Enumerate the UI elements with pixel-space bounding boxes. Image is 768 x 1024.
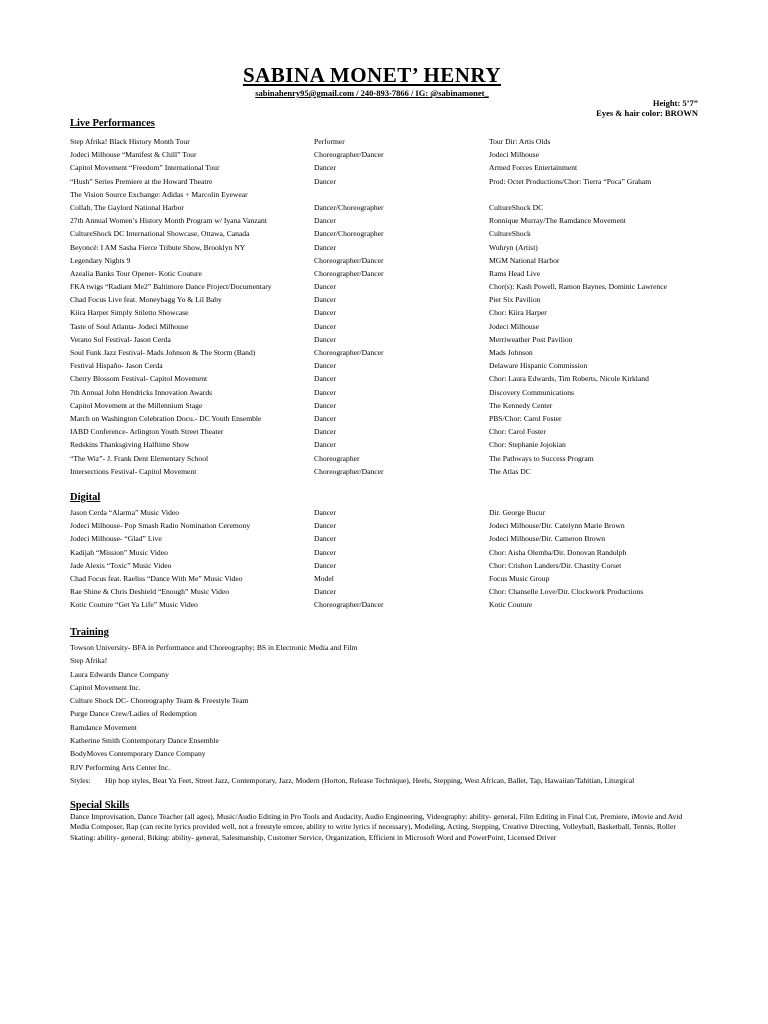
credit-title: Kotic Couture “Get Ya Life” Music Video (70, 600, 198, 610)
credit-title: “Hush” Series Premiere at the Howard Theatre (70, 176, 213, 186)
credit-title: Capitol Movement at the Millennium Stage (70, 400, 203, 410)
credit-title: “The Wiz”- J. Frank Dent Elementary School (70, 453, 209, 463)
credit-role: Choreographer/Dancer (314, 466, 384, 476)
eyes-hair-info: Eyes & hair color: BROWN (596, 108, 698, 118)
credit-row (70, 519, 700, 532)
credit-row (70, 254, 700, 267)
credit-company: Chor(s): Kash Powell, Ramon Baynes, Dominic Lawrence (489, 282, 667, 292)
credit-row (70, 267, 700, 280)
training-item: Culture Shock DC- Choreography Team & Freestyle Team (70, 696, 249, 706)
credit-company: The Atlas DC (489, 466, 531, 476)
credit-role: Dancer (314, 521, 336, 531)
credit-title: The Vision Source Exchange: Adidas + Marcolin Eyewear (70, 189, 248, 199)
credit-title: Festival Hispaño- Jason Cerda (70, 361, 163, 371)
credit-company: Chor: Kiira Harper (489, 308, 547, 318)
credit-role: Dancer (314, 534, 336, 544)
credit-title: 7th Annual John Hendricks Innovation Awards (70, 387, 213, 397)
credit-title: CultureShock DC International Showcase, Ottawa, Canada (70, 229, 250, 239)
credit-role: Dancer (314, 587, 336, 597)
credit-company: Wuhryn (Artist) (489, 242, 538, 252)
credit-role: Dancer (314, 547, 336, 557)
credit-role: Dancer (314, 334, 336, 344)
training-item: Capitol Movement Inc. (70, 682, 141, 692)
credit-company: Chor: Crishon Landers/Dir. Chastity Corset (489, 560, 622, 570)
credit-title: Taste of Soul Atlanta- Jodeci Milhouse (70, 321, 189, 331)
styles-row (70, 774, 700, 800)
training-list (70, 641, 700, 800)
credit-title: Step Afrika! Black History Month Tour (70, 137, 190, 146)
credit-company: Mads Johnson (489, 348, 533, 357)
credit-row (70, 559, 700, 572)
credit-company: Dir. George Bucur (489, 508, 546, 517)
credit-row (70, 452, 700, 465)
credit-title: Azealia Banks Tour Opener- Kotic Couture (70, 268, 202, 278)
credit-row (70, 201, 700, 214)
credit-company: The Kennedy Center (489, 400, 553, 410)
credit-company: Prod: Octet Productions/Chor: Tierra “Poca” Graham (489, 176, 652, 186)
credit-title: Kadijah “Mission” Music Video (70, 547, 168, 557)
credit-row (70, 412, 700, 425)
credit-title: 27th Annual Women’s History Month Program w/ Iyana Vanzant (70, 216, 267, 226)
credit-role: Dancer (314, 374, 336, 384)
credit-company: PBS/Chor: Carol Foster (489, 413, 562, 423)
credit-company: Kotic Couture (489, 600, 533, 610)
credit-row (70, 148, 700, 161)
credit-role: Performer (314, 137, 345, 146)
resume-name: SABINA MONET’ HENRY (242, 63, 502, 87)
credit-role: Dancer (314, 440, 336, 450)
credit-company: Chor: Chanselle Love/Dir. Clockwork Productions (489, 587, 644, 597)
credit-row (70, 241, 700, 254)
credit-company: Pier Six Pavilion (489, 295, 541, 305)
credit-role: Dancer (314, 560, 336, 570)
credit-row (70, 188, 700, 201)
styles-label: Styles: (70, 775, 91, 785)
credit-role: Model (314, 573, 334, 583)
credit-company: Jodeci Milhouse/Dir. Catelynn Marie Brown (489, 521, 625, 531)
credit-title: IABD Conference- Arlington Youth Street Theater (70, 427, 224, 437)
credit-role: Dancer (314, 387, 336, 397)
credit-role: Dancer (314, 361, 336, 371)
credit-row (70, 532, 700, 545)
credit-role: Dancer (314, 295, 336, 305)
credit-role: Dancer/Choreographer (314, 202, 384, 212)
credit-row (70, 546, 700, 559)
credit-company: Jodeci Milhouse (489, 150, 539, 160)
training-item: Step Afrika! (70, 656, 108, 666)
credit-title: Verano Sol Festival- Jason Cerda (70, 334, 171, 344)
credit-title: Capitol Movement “Freedom” International Tour (70, 163, 220, 173)
credit-role: Choreographer/Dancer (314, 348, 384, 357)
credit-company: Chor: Aisha Olemba/Dir. Donovan Randolph (489, 547, 627, 557)
credit-row (70, 175, 700, 188)
credit-title: Beyoncé: I AM Sasha Fierce Tribute Show, Brooklyn NY (70, 242, 246, 252)
credit-role: Choreographer/Dancer (314, 255, 384, 265)
training-item: RJV Performing Arts Center Inc. (70, 762, 171, 772)
credit-role: Dancer (314, 413, 336, 423)
credit-company: MGM National Harbor (489, 255, 560, 265)
credit-company: Chor: Laura Edwards, Tim Roberts, Nicole Kirkland (489, 374, 649, 384)
credit-title: FKA twigs “Radiant Me2” Baltimore Dance Project/Documentary (70, 282, 272, 292)
credit-company: Jodeci Milhouse/Dir. Cameron Brown (489, 534, 606, 544)
credit-row (70, 425, 700, 438)
special-skills-text: Dance Improvisation, Dance Teacher (all ages), Music/Audio Editing in Pro Tools and Audacity, Audio Engineering, Videography: ability- general, Film Editing in Final Cut, Premiere, iMovie and Avid Media Composer, Rap (can recite lyrics provided well, not a freestyle emcee, ability to write lyrics if necessary), Modeling, Acting, Stepping, Creative Directing, Volleyball, Basketball, Tennis, Roller Skating: ability- general, Biking: ability- general, Salesmanship, Customer Service, Organization, Efficient in Microsoft Word and PowerPoint, Licensed Driver (70, 812, 683, 842)
credit-title: Jason Cerda “Alarma” Music Video (70, 508, 180, 517)
credit-row (70, 306, 700, 319)
credit-row (70, 346, 700, 359)
credit-role: Dancer (314, 400, 336, 410)
section-title-training: Training (70, 627, 109, 638)
credit-row (70, 359, 700, 372)
credit-row (70, 161, 700, 174)
credit-row (70, 506, 700, 519)
credit-title: March on Washington Celebration Docu.- DC Youth Ensemble (70, 413, 262, 423)
credit-role: Dancer (314, 176, 336, 186)
credit-company: CultureShock (489, 229, 531, 239)
credit-row (70, 214, 700, 227)
credit-role: Dancer (314, 216, 336, 226)
credit-row (70, 372, 700, 385)
credit-title: Jodeci Milhouse- “Glad” Live (70, 534, 162, 544)
credit-title: Redskins Thanksgiving Halftime Show (70, 440, 190, 450)
credit-row (70, 465, 700, 478)
credit-row (70, 293, 700, 306)
training-item: Purge Dance Crew/Ladies of Redemption (70, 709, 197, 719)
credit-role: Choreographer/Dancer (314, 268, 384, 278)
training-item: Ramdance Movement (70, 722, 137, 732)
credit-title: Jodeci Milhouse- Pop Smash Radio Nomination Ceremony (70, 521, 251, 531)
credit-row (70, 399, 700, 412)
credit-role: Dancer (314, 242, 336, 252)
credit-title: Cherry Blossom Festival- Capitol Movement (70, 374, 208, 384)
credit-company: Delaware Hispanic Commission (489, 361, 588, 371)
credit-row (70, 572, 700, 585)
contact-line: sabinahenry95@gmail.com / 240-893-7866 / IG: @sabinamonet_ (255, 88, 489, 98)
credit-company: Merriweather Post Pavilion (489, 334, 573, 344)
credit-role: Dancer (314, 508, 336, 517)
section-title-skills: Special Skills (70, 800, 130, 811)
credit-role: Choreographer/Dancer (314, 600, 384, 610)
credit-title: Intersections Festival- Capitol Movement (70, 466, 197, 476)
credit-title: Legendary Nights 9 (70, 255, 131, 265)
training-item: Laura Edwards Dance Company (70, 669, 169, 679)
credit-role: Dancer (314, 308, 336, 318)
credit-row (70, 585, 700, 598)
credit-row (70, 135, 700, 148)
live-performances-list (70, 135, 700, 478)
credit-title: Chad Focus Live feat. Moneybagg Yo & Lil Baby (70, 295, 222, 305)
credit-company: Focus Music Group (489, 573, 550, 583)
credit-role: Dancer (314, 321, 336, 331)
credit-row (70, 438, 700, 451)
credit-title: Rae Shine & Chris Deshield “Enough” Music Video (70, 587, 230, 597)
credit-title: Jodeci Milhouse “Manifest & Chill” Tour (70, 150, 197, 160)
section-title-digital: Digital (70, 492, 101, 503)
credit-title: Kiira Harper Simply Stiletto Showcase (70, 308, 189, 318)
credit-company: Rams Head Live (489, 268, 541, 278)
credit-company: Discovery Communications (489, 387, 574, 397)
credit-title: Chad Focus feat. Raeliss “Dance With Me” Music Video (70, 573, 243, 583)
credit-company: Jodeci Milhouse (489, 321, 539, 331)
credit-row (70, 598, 700, 611)
credit-row (70, 320, 700, 333)
credit-title: Soul Funk Jazz Festival- Mads Johnson & The Storm (Band) (70, 348, 256, 357)
credit-role: Dancer (314, 427, 336, 437)
credit-role: Dancer (314, 163, 336, 173)
credit-company: The Pathways to Success Program (489, 453, 594, 463)
styles-text: Hip hop styles, Beat Ya Feet, Street Jazz, Contemporary, Jazz, Modern (Horton, Release Technique), Heels, Stepping, West African, Ballet, Tap, Hawaiian/Tahitian, Liturgical (105, 775, 635, 785)
credit-row (70, 280, 700, 293)
credit-company: Armed Forces Entertainment (489, 163, 578, 173)
credit-company: Ronnique Murray/The Ramdance Movement (489, 216, 626, 226)
section-title-live: Live Performances (70, 118, 155, 129)
credit-role: Choreographer (314, 453, 360, 463)
height-info: Height: 5’7” (652, 98, 698, 108)
credit-company: Chor: Carol Foster (489, 427, 546, 437)
credit-row (70, 386, 700, 399)
training-item: BodyMoves Contemporary Dance Company (70, 749, 206, 759)
credit-role: Choreographer/Dancer (314, 150, 384, 160)
credit-role: Dancer/Choreographer (314, 229, 384, 239)
credit-title: Collab, The Gaylord National Harbor (70, 202, 184, 212)
credit-company: Tour Dir: Artis Olds (489, 137, 551, 146)
credit-role: Dancer (314, 282, 336, 292)
training-item: Katherine Smith Contemporary Dance Ensemble (70, 736, 219, 746)
training-item: Towson University- BFA in Performance and Choreography; BS in Electronic Media and Film (70, 643, 358, 652)
credit-title: Jade Alexis “Toxic” Music Video (70, 560, 172, 570)
credit-company: CultureShock DC (489, 202, 544, 212)
digital-list (70, 506, 700, 612)
credit-company: Chor: Stephanie Jojokian (489, 440, 566, 450)
credit-row (70, 227, 700, 240)
credit-row (70, 333, 700, 346)
